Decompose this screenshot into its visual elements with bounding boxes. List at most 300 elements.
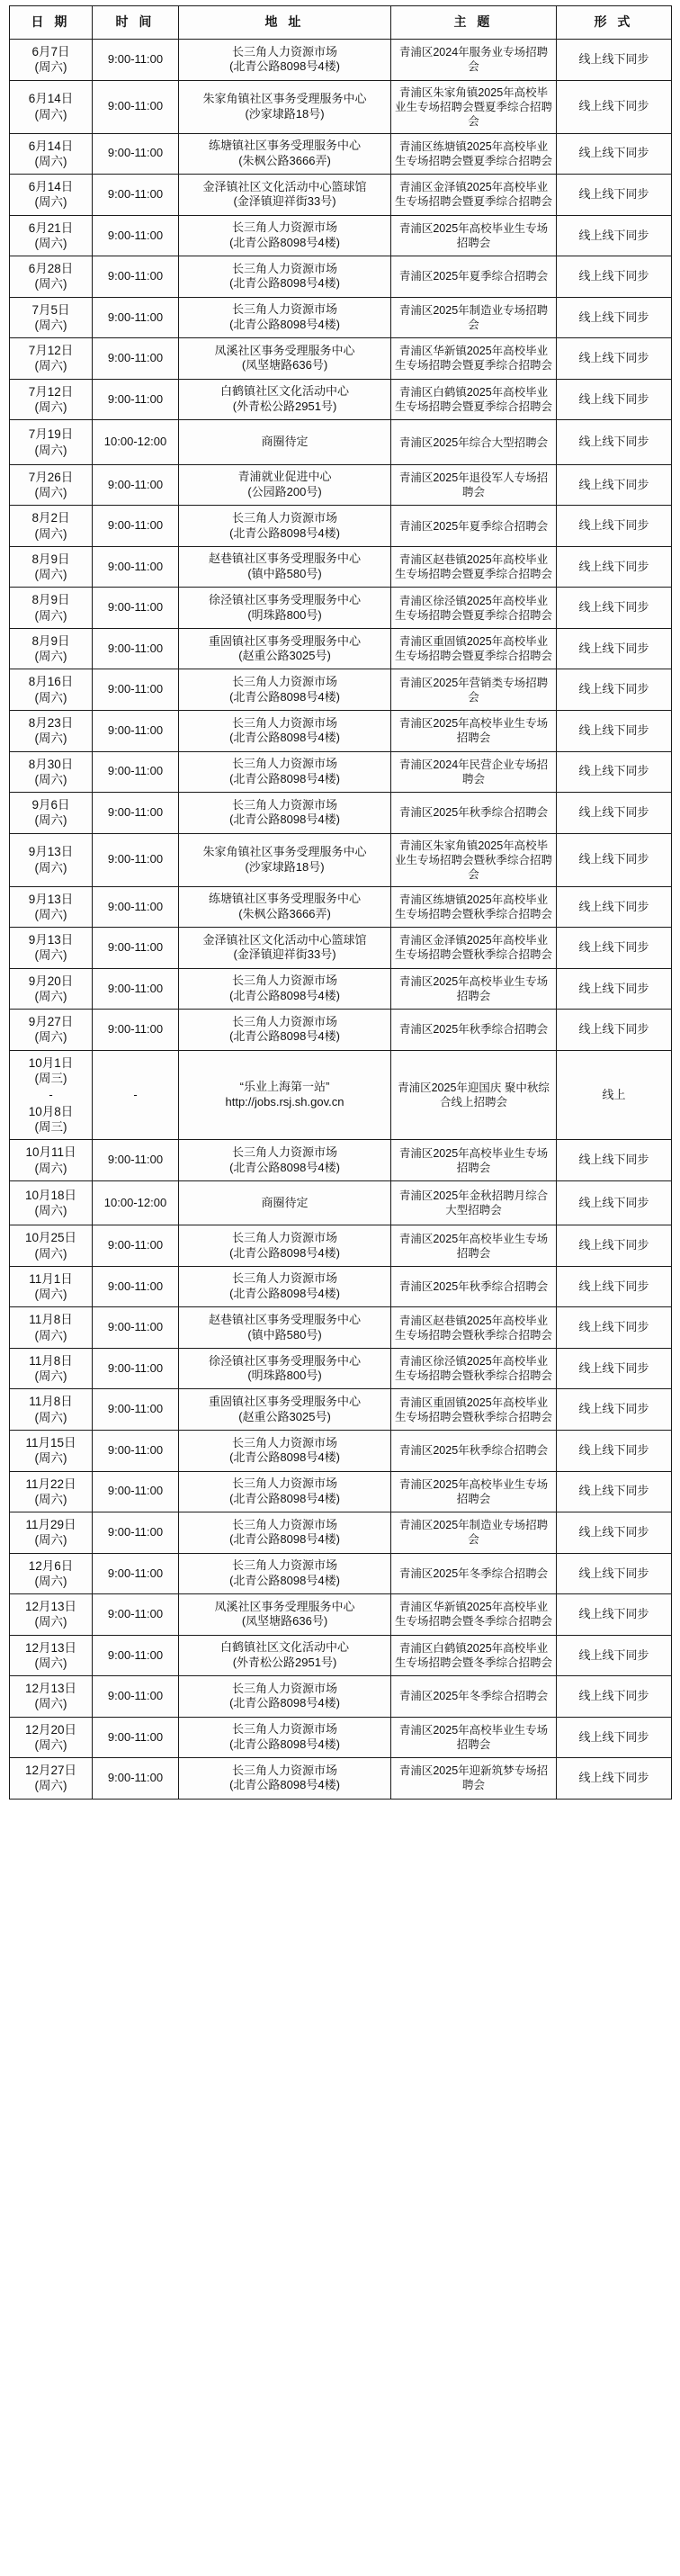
cell-address bbox=[179, 793, 391, 834]
address-line-1: 徐泾镇社区事务受理服务中心 bbox=[208, 1353, 361, 1368]
cell-time: 10:00-12:00 bbox=[93, 420, 179, 465]
table-row bbox=[10, 1389, 672, 1431]
table-row bbox=[10, 1266, 672, 1307]
cell-address bbox=[179, 628, 391, 669]
date-weekday-text: (周六) bbox=[34, 60, 67, 75]
date-weekday-text: (周六) bbox=[34, 1656, 67, 1670]
date-main-text: 8月2日 bbox=[31, 511, 70, 525]
date-main-text: 9月20日 bbox=[28, 974, 74, 988]
cell-time: 9:00-11:00 bbox=[93, 751, 179, 793]
cell-time: 9:00-11:00 bbox=[93, 215, 179, 256]
cell-time: 9:00-11:00 bbox=[93, 928, 179, 969]
date-weekday-text: (周六) bbox=[34, 732, 67, 746]
date-main-text: 7月12日 bbox=[28, 344, 74, 358]
cell-format: 线上线下同步 bbox=[557, 420, 672, 465]
address-line-1: 长三角人力资源市场 bbox=[231, 1144, 337, 1159]
column-header-format-label: 形 式 bbox=[594, 14, 634, 30]
column-header-topic-label: 主 题 bbox=[453, 14, 494, 30]
table-row bbox=[10, 464, 672, 506]
address-line-2: (北青公路8098号4楼) bbox=[229, 988, 340, 1002]
cell-topic: 青浦区赵巷镇2025年高校毕业生专场招聘会暨秋季综合招聘会 bbox=[391, 1307, 557, 1349]
cell-time: 9:00-11:00 bbox=[93, 1307, 179, 1349]
table-row bbox=[10, 968, 672, 1010]
cell-time: 9:00-11:00 bbox=[93, 175, 179, 216]
date-weekday-text: (周六) bbox=[34, 236, 67, 250]
table-row bbox=[10, 1010, 672, 1051]
date-main-text: 9月13日 bbox=[28, 845, 74, 859]
table-body bbox=[10, 40, 672, 1800]
table-header-row bbox=[10, 6, 672, 40]
date-weekday-text: (周六) bbox=[34, 1328, 67, 1342]
cell-format: 线上线下同步 bbox=[557, 256, 672, 298]
cell-date bbox=[10, 1430, 93, 1471]
date-weekday-text: (周六) bbox=[34, 1451, 67, 1466]
address-line-1: 练塘镇社区事务受理服务中心 bbox=[208, 139, 361, 153]
cell-time: 9:00-11:00 bbox=[93, 1758, 179, 1800]
cell-time: 9:00-11:00 bbox=[93, 1471, 179, 1512]
cell-topic: 青浦区练塘镇2025年高校毕业生专场招聘会暨秋季综合招聘会 bbox=[391, 886, 557, 928]
address-line-2: (镇中路580号) bbox=[247, 567, 322, 581]
cell-address bbox=[179, 297, 391, 338]
date-weekday-text: (周三) bbox=[34, 1071, 67, 1085]
cell-date bbox=[10, 215, 93, 256]
address-line-2: (北青公路8098号4楼) bbox=[229, 317, 340, 331]
date-main-text: 7月19日 bbox=[28, 427, 74, 442]
column-header-date bbox=[10, 6, 93, 40]
column-header-time bbox=[93, 6, 179, 40]
address-line-2: (北青公路8098号4楼) bbox=[229, 1573, 340, 1587]
date-weekday-text: (周六) bbox=[34, 526, 67, 541]
cell-format: 线上线下同步 bbox=[557, 379, 672, 420]
cell-time: 9:00-11:00 bbox=[93, 669, 179, 711]
column-header-address-label: 地 址 bbox=[264, 14, 305, 30]
cell-topic: 青浦区2025年秋季综合招聘会 bbox=[391, 1266, 557, 1307]
cell-address bbox=[179, 1140, 391, 1181]
cell-address bbox=[179, 1010, 391, 1051]
date-main-text: 6月28日 bbox=[28, 262, 74, 276]
cell-topic: 青浦区朱家角镇2025年高校毕业生专场招聘会暨夏季综合招聘会 bbox=[391, 80, 557, 133]
cell-format: 线上线下同步 bbox=[557, 1389, 672, 1431]
cell-date bbox=[10, 1758, 93, 1800]
cell-topic: 青浦区2025年迎新筑梦专场招聘会 bbox=[391, 1758, 557, 1800]
cell-date bbox=[10, 80, 93, 133]
cell-address bbox=[179, 40, 391, 81]
date-weekday-text: (周六) bbox=[34, 1737, 67, 1752]
cell-topic: 青浦区2025年秋季综合招聘会 bbox=[391, 793, 557, 834]
cell-format: 线上线下同步 bbox=[557, 886, 672, 928]
date-main-text: 8月9日 bbox=[31, 633, 70, 648]
date-main-text: 10月11日 bbox=[25, 1145, 76, 1160]
cell-address bbox=[179, 1512, 391, 1554]
cell-time: 9:00-11:00 bbox=[93, 588, 179, 629]
address-line-2: (北青公路8098号4楼) bbox=[229, 1778, 340, 1792]
cell-format: 线上线下同步 bbox=[557, 669, 672, 711]
cell-topic: 青浦区重固镇2025年高校毕业生专场招聘会暨秋季综合招聘会 bbox=[391, 1389, 557, 1431]
date-main-text: 10月25日 bbox=[24, 1231, 77, 1245]
address-line-1: 长三角人力资源市场 bbox=[231, 797, 337, 812]
cell-time: 9:00-11:00 bbox=[93, 1389, 179, 1431]
cell-date bbox=[10, 297, 93, 338]
cell-address bbox=[179, 1348, 391, 1389]
date-main-text: 9月13日 bbox=[28, 933, 74, 947]
date-main-text: 6月7日 bbox=[31, 45, 70, 58]
table-row bbox=[10, 40, 672, 81]
cell-time: 9:00-11:00 bbox=[93, 338, 179, 380]
address-line-2: (公园路200号) bbox=[247, 485, 322, 499]
date-weekday-text: (周六) bbox=[34, 1574, 67, 1588]
table-row bbox=[10, 506, 672, 547]
date-main-text: 8月9日 bbox=[31, 593, 70, 607]
cell-format: 线上线下同步 bbox=[557, 338, 672, 380]
address-line-2: (北青公路8098号4楼) bbox=[229, 276, 340, 291]
date-main-text: 6月14日 bbox=[28, 92, 74, 106]
table-row bbox=[10, 793, 672, 834]
cell-topic: 青浦区2025年高校毕业生专场招聘会 bbox=[391, 1225, 557, 1267]
cell-format: 线上线下同步 bbox=[557, 1512, 672, 1554]
cell-date bbox=[10, 793, 93, 834]
cell-address bbox=[179, 506, 391, 547]
cell-format: 线上线下同步 bbox=[557, 1430, 672, 1471]
cell-date bbox=[10, 1717, 93, 1758]
cell-address bbox=[179, 420, 391, 465]
cell-time: 9:00-11:00 bbox=[93, 968, 179, 1010]
cell-time: 9:00-11:00 bbox=[93, 297, 179, 338]
table-row bbox=[10, 1512, 672, 1554]
date-main-text: 11月1日 bbox=[29, 1271, 73, 1286]
date-main-text: 11月8日 bbox=[29, 1395, 73, 1409]
date-main-text: 11月29日 bbox=[25, 1518, 76, 1532]
address-line-2: (凤坚塘路636号) bbox=[241, 1614, 328, 1629]
cell-topic: 青浦区2025年夏季综合招聘会 bbox=[391, 506, 557, 547]
table-row bbox=[10, 886, 672, 928]
date-main-text: 12月13日 bbox=[24, 1640, 77, 1655]
cell-address bbox=[179, 928, 391, 969]
cell-date bbox=[10, 1225, 93, 1267]
cell-topic: 青浦区徐泾镇2025年高校毕业生专场招聘会暨秋季综合招聘会 bbox=[391, 1348, 557, 1389]
cell-topic: 青浦区2025年高校毕业生专场招聘会 bbox=[391, 1717, 557, 1758]
date-main-text: 7月5日 bbox=[31, 302, 70, 317]
cell-topic: 青浦区2025年制造业专场招聘会 bbox=[391, 297, 557, 338]
cell-topic: 青浦区2025年高校毕业生专场招聘会 bbox=[391, 710, 557, 751]
date-weekday-text: (周六) bbox=[34, 772, 67, 786]
cell-time: 9:00-11:00 bbox=[93, 506, 179, 547]
cell-date bbox=[10, 669, 93, 711]
cell-date bbox=[10, 928, 93, 969]
cell-date bbox=[10, 751, 93, 793]
cell-topic: 青浦区2025年退役军人专场招聘会 bbox=[391, 464, 557, 506]
cell-time: 9:00-11:00 bbox=[93, 379, 179, 420]
table-row bbox=[10, 1553, 672, 1594]
cell-date bbox=[10, 886, 93, 928]
cell-address bbox=[179, 1758, 391, 1800]
cell-address bbox=[179, 464, 391, 506]
cell-date bbox=[10, 1553, 93, 1594]
cell-time: 9:00-11:00 bbox=[93, 1717, 179, 1758]
cell-time: 9:00-11:00 bbox=[93, 793, 179, 834]
address-line-1: 长三角人力资源市场 bbox=[231, 510, 337, 525]
cell-topic: 青浦区2025年冬季综合招聘会 bbox=[391, 1676, 557, 1718]
table-row bbox=[10, 833, 672, 886]
cell-date bbox=[10, 1635, 93, 1676]
date-weekday-text: (周六) bbox=[34, 399, 67, 414]
cell-address bbox=[179, 175, 391, 216]
address-line-2: (北青公路8098号4楼) bbox=[229, 1287, 340, 1301]
address-line-1: 长三角人力资源市场 bbox=[231, 1014, 337, 1028]
cell-address bbox=[179, 80, 391, 133]
cell-date bbox=[10, 420, 93, 465]
cell-topic: 青浦区2024年服务业专场招聘会 bbox=[391, 40, 557, 81]
cell-format: 线上线下同步 bbox=[557, 1307, 672, 1349]
column-header-date-label: 日 期 bbox=[31, 14, 71, 30]
date-weekday-text: (周六) bbox=[34, 608, 67, 623]
cell-time: 9:00-11:00 bbox=[93, 1348, 179, 1389]
cell-format: 线上线下同步 bbox=[557, 1140, 672, 1181]
date-weekday-text: (周六) bbox=[34, 1246, 67, 1261]
table-row bbox=[10, 1594, 672, 1636]
table-row bbox=[10, 256, 672, 298]
table-row bbox=[10, 1307, 672, 1349]
cell-format: 线上线下同步 bbox=[557, 80, 672, 133]
cell-time: 9:00-11:00 bbox=[93, 1635, 179, 1676]
cell-format: 线上线下同步 bbox=[557, 133, 672, 175]
cell-date bbox=[10, 1471, 93, 1512]
cell-date bbox=[10, 1676, 93, 1718]
cell-format: 线上线下同步 bbox=[557, 1717, 672, 1758]
cell-address bbox=[179, 751, 391, 793]
table-row bbox=[10, 588, 672, 629]
date-main-text: 6月14日 bbox=[28, 180, 74, 194]
date-weekday-text: (周六) bbox=[34, 1615, 67, 1629]
cell-address bbox=[179, 1594, 391, 1636]
cell-format: 线上线下同步 bbox=[557, 1010, 672, 1051]
cell-topic: 青浦区2025年迎国庆 聚中秋综合线上招聘会 bbox=[391, 1050, 557, 1140]
cell-address bbox=[179, 256, 391, 298]
table-row bbox=[10, 215, 672, 256]
table-row bbox=[10, 1050, 672, 1140]
cell-format: 线上线下同步 bbox=[557, 928, 672, 969]
cell-time: 9:00-11:00 bbox=[93, 1225, 179, 1267]
cell-format: 线上线下同步 bbox=[557, 215, 672, 256]
address-line-1: 商圈待定 bbox=[261, 435, 309, 449]
date-weekday-text: (周六) bbox=[34, 107, 67, 121]
cell-time: 9:00-11:00 bbox=[93, 1512, 179, 1554]
address-line-1: 白鹤镇社区文化活动中心 bbox=[219, 1640, 349, 1655]
cell-address bbox=[179, 588, 391, 629]
cell-format: 线上线下同步 bbox=[557, 1348, 672, 1389]
cell-topic: 青浦区2025年制造业专场招聘会 bbox=[391, 1512, 557, 1554]
address-line-1: 长三角人力资源市场 bbox=[231, 1763, 337, 1777]
date-weekday-text: (周六) bbox=[34, 443, 67, 457]
cell-address bbox=[179, 1553, 391, 1594]
date-main-text: 12月13日 bbox=[24, 1600, 77, 1614]
address-line-2: (朱枫公路3666弄) bbox=[238, 153, 331, 167]
cell-address bbox=[179, 379, 391, 420]
address-line-1: 长三角人力资源市场 bbox=[231, 715, 337, 730]
cell-format: 线上线下同步 bbox=[557, 506, 672, 547]
cell-address bbox=[179, 1430, 391, 1471]
table-header bbox=[10, 6, 672, 40]
address-line-2: (北青公路8098号4楼) bbox=[229, 1160, 340, 1174]
cell-topic: 青浦区2025年综合大型招聘会 bbox=[391, 420, 557, 465]
cell-topic: 青浦区2025年秋季综合招聘会 bbox=[391, 1010, 557, 1051]
cell-address bbox=[179, 669, 391, 711]
address-line-2: (赵重公路3025号) bbox=[238, 649, 331, 663]
cell-topic: 青浦区朱家角镇2025年高校毕业生专场招聘会暨秋季综合招聘会 bbox=[391, 833, 557, 886]
column-header-address bbox=[179, 6, 391, 40]
cell-topic: 青浦区练塘镇2025年高校毕业生专场招聘会暨夏季综合招聘会 bbox=[391, 133, 557, 175]
cell-date bbox=[10, 1512, 93, 1554]
address-line-1: 长三角人力资源市场 bbox=[231, 1230, 337, 1244]
cell-time: 9:00-11:00 bbox=[93, 833, 179, 886]
cell-format: 线上线下同步 bbox=[557, 833, 672, 886]
cell-format: 线上线下同步 bbox=[557, 1635, 672, 1676]
date-weekday-text: (周六) bbox=[34, 690, 67, 705]
table-row bbox=[10, 669, 672, 711]
address-line-2: (明珠路800号) bbox=[247, 607, 322, 622]
cell-topic: 青浦区2025年高校毕业生专场招聘会 bbox=[391, 968, 557, 1010]
cell-date bbox=[10, 1050, 93, 1140]
date-range-dash: - bbox=[49, 1088, 53, 1102]
cell-topic: 青浦区2025年营销类专场招聘会 bbox=[391, 669, 557, 711]
cell-topic: 青浦区2025年夏季综合招聘会 bbox=[391, 256, 557, 298]
address-line-1: 长三角人力资源市场 bbox=[231, 220, 337, 235]
table-row bbox=[10, 1676, 672, 1718]
address-line-1: 赵巷镇社区事务受理服务中心 bbox=[208, 1313, 361, 1327]
date-main-text: 8月9日 bbox=[31, 552, 70, 566]
table-row bbox=[10, 420, 672, 465]
date-main-text: 6月14日 bbox=[28, 139, 74, 153]
table-row bbox=[10, 710, 672, 751]
table-row bbox=[10, 1758, 672, 1800]
date-weekday-text: (周六) bbox=[34, 277, 67, 292]
date-weekday-text: (周六) bbox=[34, 359, 67, 373]
column-header-format bbox=[557, 6, 672, 40]
recruitment-schedule-table bbox=[9, 5, 672, 1800]
address-line-2: (金泽镇迎祥街33号) bbox=[233, 194, 336, 209]
cell-address bbox=[179, 1266, 391, 1307]
date-weekday-text: (周六) bbox=[34, 154, 67, 168]
table-row bbox=[10, 1430, 672, 1471]
cell-address bbox=[179, 710, 391, 751]
cell-topic: 青浦区徐泾镇2025年高校毕业生专场招聘会暨夏季综合招聘会 bbox=[391, 588, 557, 629]
cell-time: 9:00-11:00 bbox=[93, 256, 179, 298]
cell-address bbox=[179, 886, 391, 928]
cell-time: 9:00-11:00 bbox=[93, 80, 179, 133]
address-line-2: (外青松公路2951号) bbox=[232, 399, 337, 413]
cell-address bbox=[179, 833, 391, 886]
address-line-2: (朱枫公路3666弄) bbox=[238, 906, 331, 920]
cell-address bbox=[179, 1180, 391, 1225]
cell-date bbox=[10, 710, 93, 751]
date-main-text: 8月30日 bbox=[28, 757, 74, 771]
address-line-2: (北青公路8098号4楼) bbox=[229, 771, 340, 785]
cell-topic: 青浦区2025年秋季综合招聘会 bbox=[391, 1430, 557, 1471]
cell-date bbox=[10, 1348, 93, 1389]
cell-format: 线上线下同步 bbox=[557, 751, 672, 793]
address-line-1: 金泽镇社区文化活动中心篮球馆 bbox=[202, 179, 367, 193]
address-line-2: (金泽镇迎祥街33号) bbox=[233, 947, 336, 962]
cell-time: 9:00-11:00 bbox=[93, 133, 179, 175]
table-row bbox=[10, 1471, 672, 1512]
cell-topic: 青浦区华新镇2025年高校毕业生专场招聘会暨夏季综合招聘会 bbox=[391, 338, 557, 380]
address-line-2: (北青公路8098号4楼) bbox=[229, 1696, 340, 1710]
cell-format: 线上线下同步 bbox=[557, 1471, 672, 1512]
cell-date bbox=[10, 1594, 93, 1636]
date-main-text: 8月23日 bbox=[28, 715, 74, 730]
cell-topic: 青浦区2025年冬季综合招聘会 bbox=[391, 1553, 557, 1594]
cell-time: 9:00-11:00 bbox=[93, 546, 179, 588]
date-weekday-text: (周六) bbox=[34, 1492, 67, 1506]
cell-date bbox=[10, 40, 93, 81]
address-line-1: 长三角人力资源市场 bbox=[231, 1517, 337, 1531]
address-line-2: (镇中路580号) bbox=[247, 1327, 322, 1342]
table-row bbox=[10, 546, 672, 588]
cell-format: 线上线下同步 bbox=[557, 710, 672, 751]
address-line-2: (北青公路8098号4楼) bbox=[229, 525, 340, 540]
cell-format: 线上线下同步 bbox=[557, 1676, 672, 1718]
date-main-text: 12月6日 bbox=[28, 1558, 74, 1573]
address-line-1: “乐业上海第一站” bbox=[239, 1080, 330, 1094]
table-row bbox=[10, 379, 672, 420]
cell-address bbox=[179, 1676, 391, 1718]
table-row bbox=[10, 1140, 672, 1181]
cell-format: 线上线下同步 bbox=[557, 1180, 672, 1225]
date-main-text: 9月6日 bbox=[31, 798, 70, 812]
table-row bbox=[10, 133, 672, 175]
address-line-2: (北青公路8098号4楼) bbox=[229, 731, 340, 745]
date-weekday-text: (周六) bbox=[34, 989, 67, 1003]
date-main-text: 9月13日 bbox=[28, 892, 74, 906]
address-line-1: 长三角人力资源市场 bbox=[231, 757, 337, 771]
address-line-2: (北青公路8098号4楼) bbox=[229, 1245, 340, 1260]
cell-topic: 青浦区2025年高校毕业生专场招聘会 bbox=[391, 1471, 557, 1512]
date-weekday-text: (周六) bbox=[34, 650, 67, 664]
cell-format: 线上线下同步 bbox=[557, 297, 672, 338]
cell-time: 9:00-11:00 bbox=[93, 464, 179, 506]
date-main-text: 12月27日 bbox=[24, 1764, 77, 1778]
address-line-1: 凤溪社区事务受理服务中心 bbox=[214, 343, 355, 357]
cell-date bbox=[10, 546, 93, 588]
table-row bbox=[10, 1717, 672, 1758]
address-line-2: (沙家埭路18号) bbox=[245, 106, 325, 121]
date-main-text: 11月22日 bbox=[25, 1476, 76, 1491]
address-line-2: (明珠路800号) bbox=[247, 1369, 322, 1383]
cell-date bbox=[10, 506, 93, 547]
date-weekday-text: (周六) bbox=[34, 486, 67, 500]
table-row bbox=[10, 175, 672, 216]
address-line-1: 长三角人力资源市场 bbox=[231, 302, 337, 317]
address-line-2: (北青公路8098号4楼) bbox=[229, 1532, 340, 1547]
cell-date bbox=[10, 628, 93, 669]
date-weekday-text: (周六) bbox=[34, 195, 67, 210]
address-line-1: 徐泾镇社区事务受理服务中心 bbox=[208, 593, 361, 607]
cell-format: 线上线下同步 bbox=[557, 1553, 672, 1594]
cell-address bbox=[179, 133, 391, 175]
address-line-1: 长三角人力资源市场 bbox=[231, 1558, 337, 1573]
date-main-text: 8月16日 bbox=[28, 675, 74, 689]
cell-time: 10:00-12:00 bbox=[93, 1180, 179, 1225]
date-weekday-text: (周六) bbox=[34, 318, 67, 332]
column-header-time-label: 时 间 bbox=[115, 14, 156, 30]
cell-date bbox=[10, 133, 93, 175]
date-main-text: 10月18日 bbox=[24, 1188, 77, 1202]
table-row bbox=[10, 297, 672, 338]
address-line-1: 商圈待定 bbox=[261, 1195, 309, 1209]
cell-address bbox=[179, 1307, 391, 1349]
cell-time: 9:00-11:00 bbox=[93, 1676, 179, 1718]
date-main-text-end: 10月8日 bbox=[28, 1104, 74, 1118]
cell-address bbox=[179, 1635, 391, 1676]
